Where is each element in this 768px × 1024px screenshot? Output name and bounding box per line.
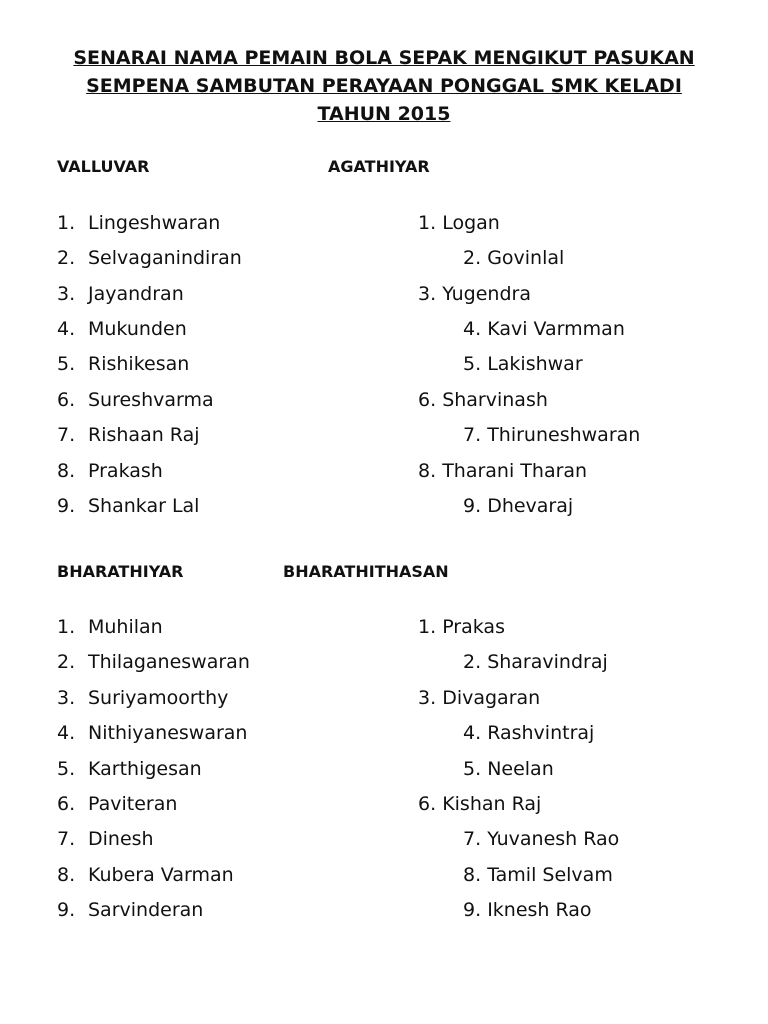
list-item [463,650,608,674]
list-item-name: Rishaan Raj [88,424,200,446]
list-item-number: 5. [463,353,482,375]
list-item [57,388,214,412]
list-item-name: Govinlal [487,247,565,269]
list-item-name: Sharvinash [442,389,548,411]
list-item-number: 9. [57,899,76,921]
list-item [418,686,540,710]
team-heading-valluvar: VALLUVAR [57,157,150,176]
list-item [57,317,187,341]
list-item-name: Logan [442,212,500,234]
list-item [57,352,189,376]
list-item [57,686,228,710]
list-item-number: 6. [418,389,437,411]
list-item-name: Muhilan [88,616,163,638]
list-item [57,282,184,306]
list-item-number: 6. [57,793,76,815]
list-item-name: Iknesh Rao [487,899,592,921]
list-item-number: 1. [57,616,76,638]
list-item [418,615,505,639]
list-item-name: Kavi Varmman [487,318,625,340]
team-heading-bharathiyar: BHARATHIYAR [57,562,184,581]
list-item [57,792,177,816]
list-item-number: 8. [418,460,437,482]
list-item-number: 9. [463,495,482,517]
list-item [57,423,200,447]
list-item-number: 6. [418,793,437,815]
list-item-number: 3. [418,283,437,305]
list-item-number: 2. [463,651,482,673]
list-item [57,863,234,887]
list-item [463,827,619,851]
list-item-name: Yugendra [442,283,531,305]
list-item [463,757,554,781]
list-item [57,898,203,922]
list-item-name: Rishikesan [88,353,190,375]
list-item [418,388,548,412]
list-item-name: Shankar Lal [88,495,200,517]
list-item-name: Tharani Tharan [442,460,588,482]
list-item-number: 8. [57,864,76,886]
list-item-number: 1. [57,212,76,234]
list-item [463,494,573,518]
list-item-name: Dhevaraj [487,495,574,517]
list-item [463,721,594,745]
list-item [418,459,587,483]
list-item-number: 7. [57,424,76,446]
list-item-number: 3. [418,687,437,709]
list-item-number: 3. [57,687,76,709]
list-item-number: 5. [463,758,482,780]
document-title-line-2: SEMPENA SAMBUTAN PERAYAAN PONGGAL SMK KELADI [86,75,682,97]
list-item [57,246,242,270]
list-item [418,792,541,816]
list-item [463,898,592,922]
list-item-number: 7. [57,828,76,850]
list-item [57,494,199,518]
list-item [57,827,154,851]
list-item-number: 8. [57,460,76,482]
list-item-name: Dinesh [88,828,154,850]
list-item [57,459,163,483]
list-item [418,282,531,306]
list-item-name: Karthigesan [88,758,202,780]
list-item-name: Sureshvarma [88,389,214,411]
list-item-name: Yuvanesh Rao [487,828,620,850]
list-item [57,721,247,745]
list-item-number: 2. [463,247,482,269]
list-item-name: Paviteran [88,793,178,815]
list-item-name: Sarvinderan [88,899,204,921]
list-item-name: Jayandran [88,283,184,305]
list-item-number: 7. [463,424,482,446]
list-item-number: 4. [463,318,482,340]
list-item [463,352,583,376]
list-item [418,211,500,235]
list-item-number: 6. [57,389,76,411]
list-item-number: 5. [57,353,76,375]
list-item-number: 9. [57,495,76,517]
list-item [463,423,640,447]
list-item [57,757,202,781]
list-item [57,650,250,674]
list-item-number: 4. [57,318,76,340]
list-item-name: Thilaganeswaran [88,651,250,673]
document-title-line-1: SENARAI NAMA PEMAIN BOLA SEPAK MENGIKUT PASUKAN [73,47,695,69]
list-item-number: 1. [418,616,437,638]
list-item-name: Lingeshwaran [88,212,221,234]
list-item-name: Nithiyaneswaran [88,722,248,744]
list-item [57,615,163,639]
list-item [463,863,613,887]
list-item-number: 8. [463,864,482,886]
list-item-name: Sharavindraj [487,651,608,673]
list-item-name: Tamil Selvam [487,864,613,886]
list-item-number: 9. [463,899,482,921]
list-item-name: Prakas [442,616,505,638]
list-item-number: 3. [57,283,76,305]
list-item-name: Kishan Raj [442,793,542,815]
list-item-number: 4. [57,722,76,744]
team-heading-agathiyar: AGATHIYAR [328,157,430,176]
list-item-name: Neelan [487,758,554,780]
list-item-number: 1. [418,212,437,234]
list-item [57,211,220,235]
list-item-name: Lakishwar [487,353,583,375]
list-item-number: 2. [57,651,76,673]
list-item-name: Kubera Varman [88,864,234,886]
list-item-name: Selvaganindiran [88,247,242,269]
list-item [463,246,564,270]
list-item-number: 4. [463,722,482,744]
team-heading-bharathithasan: BHARATHITHASAN [283,562,449,581]
list-item-name: Rashvintraj [487,722,595,744]
list-item-name: Prakash [88,460,163,482]
list-item-number: 5. [57,758,76,780]
list-item-name: Divagaran [442,687,541,709]
list-item-name: Thiruneshwaran [487,424,641,446]
list-item-name: Mukunden [88,318,187,340]
list-item-number: 7. [463,828,482,850]
list-item-number: 2. [57,247,76,269]
list-item-name: Suriyamoorthy [88,687,229,709]
list-item [463,317,625,341]
document-title-line-3: TAHUN 2015 [317,103,451,125]
